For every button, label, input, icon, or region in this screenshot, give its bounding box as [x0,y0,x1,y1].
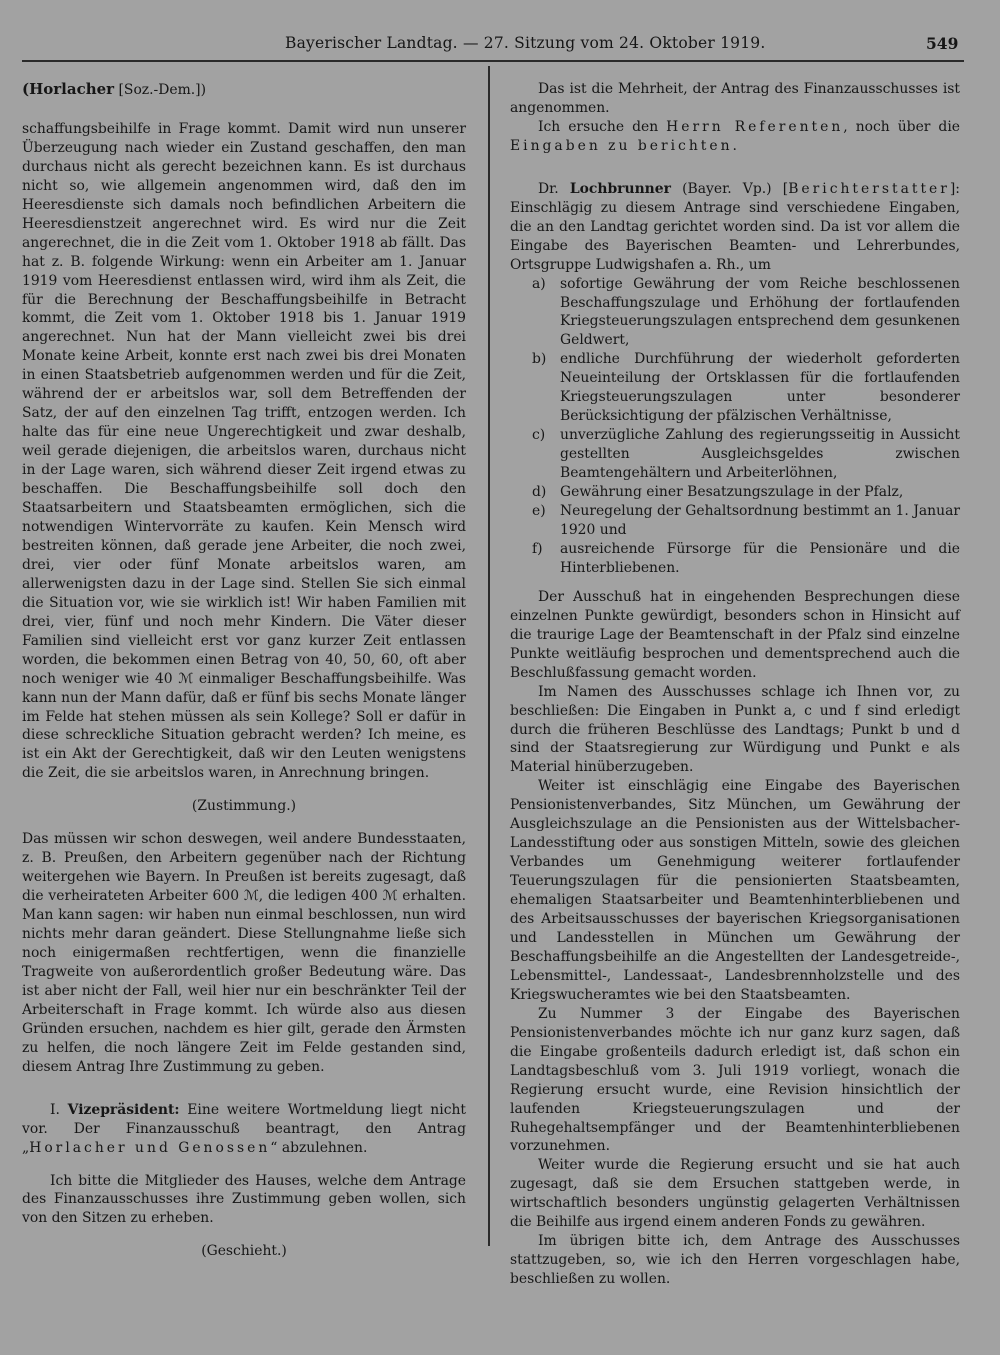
paragraph: Das ist die Mehrheit, der Antrag des Finanzausschusses ist angenommen. [510,81,960,116]
list-item [510,483,960,502]
rapporteur-text: ]: Einschlägig zu diesem Antrage sind verschiedene Eingaben, die an den Landtag gerichtet worden sind. Da ist vor allem die Eingabe des Bayerischen Beamten- und Lehrerbundes, Ortsgruppe Ludwigshafen a. Rh., um [510,180,960,273]
text-run: , noch über die [843,118,960,135]
list-label: a) [532,275,546,292]
list-item [510,426,960,483]
rapporteur-title: Dr. [538,180,570,197]
speaker-line [22,80,466,100]
spaced-text: Eingaben zu berichten [510,137,733,154]
left-column [22,80,466,1261]
petition-list [510,275,960,578]
list-text: Gewährung einer Besatzungszulage in der Pfalz, [560,484,904,501]
header-rule [22,60,964,62]
page-header [0,34,1000,58]
list-item [510,275,960,351]
vp-numeral: I. [50,1101,68,1118]
paragraph: Zu Nummer 3 der Eingabe des Bayerischen Pensionistenverbandes möchte ich nur ganz kurz sagen, daß die Eingabe großenteils dadurch erledigt ist, daß schon ein Landtagsbeschluß vom 3. Juli 1919 vorliegt, wonach die Regierung ersucht wurde, eine Revision hinsichtlich der laufenden Kriegsteuerungszulagen und der Ruhegehaltsempfänger und der Beamtenhinterbliebenen vorzunehmen. [510,1005,960,1155]
column-divider [488,66,490,1246]
interjection: (Geschieht.) [201,1243,287,1260]
list-text: unverzügliche Zahlung des regierungsseitig in Aussicht gestellten Ausgleichsgeldes zwischen Beamtengehältern und Arbeiterlöhnen, [560,427,960,482]
paragraph: Das müssen wir schon deswegen, weil andere Bundesstaaten, z. B. Preußen, den Arbeitern gegenüber nach der Richtung weitergehen wie Bayern. In Preußen ist bereits zugesagt, daß die verheirateten Arbeiter 600 ℳ, die ledigen 400 ℳ erhalten. Man kann sagen: wir haben nun einmal beschlossen, nun wird nichts mehr daran geändert. Diese Stellungnahme ließe sich noch einigermaßen rechtfertigen, wenn die finanzielle Tragweite von außerordentlich großer Bedeutung wäre. Das ist aber nicht der Fall, weil hier nur ein beschränkter Teil der Arbeiterschaft in Frage kommt. Ich würde also aus diesen Gründen ersuchen, nachdem es hier gilt, gerade den Ärmsten zu helfen, die noch längere Zeit im Felde gestanden sind, diesem Antrag Ihre Zustimmung zu geben. [22,831,466,1075]
list-text: sofortige Gewährung der vom Reiche beschlossenen Beschaffungszulage und Erhöhung der fortlaufenden Kriegsteuerungszulagen entsprechend dem gesunkenen Geldwert, [560,275,960,349]
text-run: Ich ersuche den [538,118,667,135]
speaker-name: (Horlacher [22,80,115,98]
paragraph [510,118,960,156]
rapporteur-role: Berichterstatter [788,180,950,197]
list-item [510,502,960,540]
vice-president-statement [22,1101,466,1158]
list-label: b) [532,351,547,368]
list-label: d) [532,484,547,501]
vp-text-b: “ abzulehnen. [270,1139,368,1156]
paragraph: Ich bitte die Mitglieder des Hauses, welche dem Antrage des Finanzausschusses ihre Zustimmung geben wollen, sich von den Sitzen zu erheben. [22,1172,466,1227]
page-number: 549 [926,34,959,53]
paragraph: Weiter ist einschlägig eine Eingabe des Bayerischen Pensionistenverbandes, Sitz München, um Gewährung der Ausgleichszulage an die Pensionisten aus der Wittelsbacher-Landesstiftung oder aus sonstigen Mitteln, sowie des gleichen Verbandes um Genehmigung weiterer fortlaufender Teuerungszulagen für die pensionierten Staatsbeamten, ehemaligen Staatsarbeiter und Beamtenhinterbliebenen und des Arbeitsausschusses der bayerischen Kriegsorganisationen und Landesstellen in München um Gewährung der Beschaffungsbeihilfe an die Angestellten der Landesgetreide-, Lebensmittel-, Landessaat-, Landesbrennholzstelle und des Kriegswucheramtes wie bei den Staatsbeamten. [510,778,960,1003]
paragraph: Der Ausschuß hat in eingehenden Besprechungen diese einzelnen Punkte gewürdigt, besonders schon in Hinsicht auf die traurige Lage der Beamtenschaft in der Pfalz sind einzelne Punkte weitläufig besprochen und dementsprechend auch die Beschlußfassung gemacht worden. [510,588,960,681]
list-text: ausreichende Fürsorge für die Pensionäre und die Hinterbliebenen. [560,540,960,576]
rapporteur-party: (Bayer. Vp.) [ [670,180,789,197]
text-run: . [732,137,737,154]
list-item [510,540,960,578]
spaced-text: Herrn Referenten [666,118,844,135]
vp-role: Vizepräsident: [67,1101,180,1118]
right-column [510,80,960,1289]
list-item [510,350,960,426]
list-text: endliche Durchführung der wiederholt geforderten Neueinteilung der Ortsklassen für die fortlaufenden Kriegsteuerungszulagen unter besonderer Berücksichtigung der pfälzischen Verhältnisse, [560,351,960,425]
vp-text-a: Eine weitere Wortmeldung liegt nicht vor. Der Finanzausschuß beantragt, den Antrag „ [22,1101,466,1156]
vp-spaced-text: Horlacher und Genossen [29,1139,271,1156]
paragraph: Weiter wurde die Regierung ersucht und sie hat auch zugesagt, daß sie dem Ersuchen stattgeben werde, in wirtschaftlich besonders ungünstig gelagerten Verhältnissen die Beihilfe aus irgend einem anderen Fonds zu gewähren. [510,1157,960,1231]
interjection: (Zustimmung.) [191,798,297,815]
list-label: f) [532,540,543,557]
list-label: e) [532,503,546,520]
paragraph: Im übrigen bitte ich, dem Antrage des Ausschusses stattzugeben, so, wie ich den Herren vorgeschlagen habe, beschließen zu wollen. [510,1233,960,1288]
rapporteur-name: Lochbrunner [569,180,671,197]
list-label: c) [532,427,546,444]
paragraph: Im Namen des Ausschusses schlage ich Ihnen vor, zu beschließen: Die Eingaben in Punkt a, c und f sind erledigt durch die früheren Beschlüsse des Landtags; Punkt b und d sind der Staatsregierung zur Würdigung und Punkt e als Material hinüberzugeben. [510,683,960,776]
paragraph: schaffungsbeihilfe in Frage kommt. Damit wird nun unserer Überzeugung nach wieder ein Zustand geschaffen, den man durchaus nicht als gerecht bezeichnen kann. Es ist durchaus nicht so, wie allgemein angenommen wird, daß den im Heeresdienste sich damals noch befindlichen Arbeitern die Heeresdienstzeit angerechnet wird. Es wird nur die Zeit angerechnet, die in die Zeit vom 1. Oktober 1918 ab fällt. Das hat z. B. folgende Wirkung: wenn ein Arbeiter am 1. Januar 1919 vom Heeresdienst entlassen wird, wird ihm als Zeit, die für die Berechnung der Beschaffungsbeihilfe in Betracht kommt, die Zeit vom 1. Oktober 1918 bis 1. Januar 1919 angerechnet. Nun hat der Mann vielleicht zwei bis drei Monate keine Arbeit, konnte erst nach zwei bis drei Monaten in einen Staatsbetrieb aufgenommen werden und für die Zeit, während der er arbeitslos war, soll dem Betreffenden der Satz, der auf den einzelnen Tag trifft, entzogen werden. Ich halte das für eine neue Ungerechtigkeit und zwar deshalb, weil gerade diejenigen, die arbeitslos waren, durchaus nicht in der Lage waren, sich während dieser Zeit irgend etwas zu beschaffen. Die Beschaffungsbeihilfe soll doch den Staatsarbeitern und Staatsbeamten ermöglichen, sich die notwendigen Wintervorräte zu kaufen. Kein Mensch wird bestreiten können, daß gerade jene Arbeiter, die noch zwei, drei, vier oder fünf Monate arbeitslos waren, am allerwenigsten dazu in der Lage sind. Stellen Sie sich einmal die Situation vor, wie sie wirklich ist! Wir haben Familien mit drei, vier, fünf und noch mehr Kindern. Die Väter dieser Familien sind vielleicht erst vor ganz kurzer Zeit entlassen worden, die bekommen einen Betrag von 40, 50, 60, oft aber noch weniger wie 40 ℳ einmaliger Beschaffungsbeihilfe. Was kann nun der Mann dafür, daß er fünf bis sechs Monate länger im Felde hat stehen müssen als sein Kollege? Soll er dafür in diese schreckliche Situation gebracht werden? Ich meine, es ist ein Akt der Gerechtigkeit, daß wir den Leuten wenigstens die Zeit, die sie arbeitslos waren, in Anrechnung bringen. [22,120,466,782]
rapporteur-statement [510,180,960,275]
header-title: Bayerischer Landtag. — 27. Sitzung vom 24. Oktober 1919. [285,34,766,52]
list-text: Neuregelung der Gehaltsordnung bestimmt an 1. Januar 1920 und [560,503,960,538]
speaker-party: [Soz.-Dem.]) [114,82,207,98]
